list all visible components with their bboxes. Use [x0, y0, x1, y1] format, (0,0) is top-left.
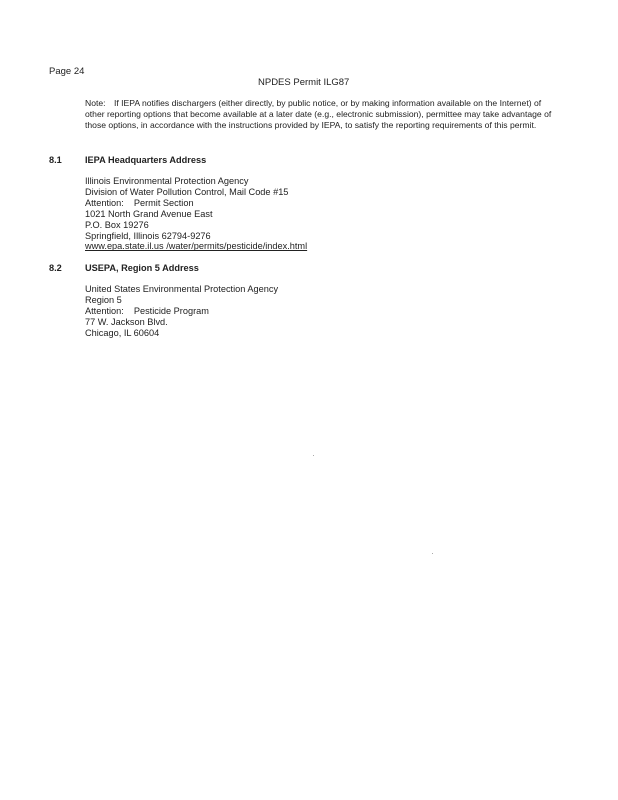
- permit-title: NPDES Permit ILG87: [258, 77, 350, 88]
- address-line: Division of Water Pollution Control, Mail Code #15: [85, 186, 289, 197]
- address-attention-line: [85, 198, 307, 209]
- scan-speck: [313, 455, 314, 456]
- iepa-website-link[interactable]: www.epa.state.il.us /water/permits/pesticide/index.html: [85, 241, 308, 252]
- attention-label: Attention:: [85, 305, 124, 316]
- note-text: If IEPA notifies dischargers (either directly, by public notice, or by making information available on the Internet) of other reporting options that become available at a later date (e.g., electronic submission), permittee may take advantage of those options, in accordance with the instructions provided by IEPA, to satisfy the reporting requirements of this permit.: [85, 98, 552, 130]
- address-line: Springfield, Illinois 62794-9276: [85, 230, 211, 241]
- section-number-8-2: 8.2: [49, 263, 62, 273]
- address-line: Region 5: [85, 294, 122, 305]
- address-line: United States Environmental Protection Agency: [85, 284, 279, 294]
- address-line: Illinois Environmental Protection Agency: [85, 176, 249, 186]
- address-attention-line: [85, 306, 278, 317]
- attention-label: Attention:: [85, 197, 124, 208]
- section-title-usepa: USEPA, Region 5 Address: [85, 263, 199, 273]
- note-label: Note:: [85, 98, 106, 108]
- address-line: 1021 North Grand Avenue East: [85, 208, 213, 219]
- scan-speck: [432, 553, 433, 554]
- address-line: 77 W. Jackson Blvd.: [85, 316, 168, 327]
- page-number: Page 24: [49, 66, 85, 77]
- iepa-address-block: [85, 176, 307, 252]
- section-number-8-1: 8.1: [49, 155, 62, 165]
- section-title-iepa: IEPA Headquarters Address: [85, 155, 207, 165]
- address-line: P.O. Box 19276: [85, 219, 149, 230]
- attention-value: Pesticide Program: [133, 305, 209, 316]
- reporting-note: [85, 98, 563, 131]
- address-line: Chicago, IL 60604: [85, 327, 160, 338]
- attention-value: Permit Section: [133, 197, 194, 208]
- usepa-address-block: [85, 284, 278, 339]
